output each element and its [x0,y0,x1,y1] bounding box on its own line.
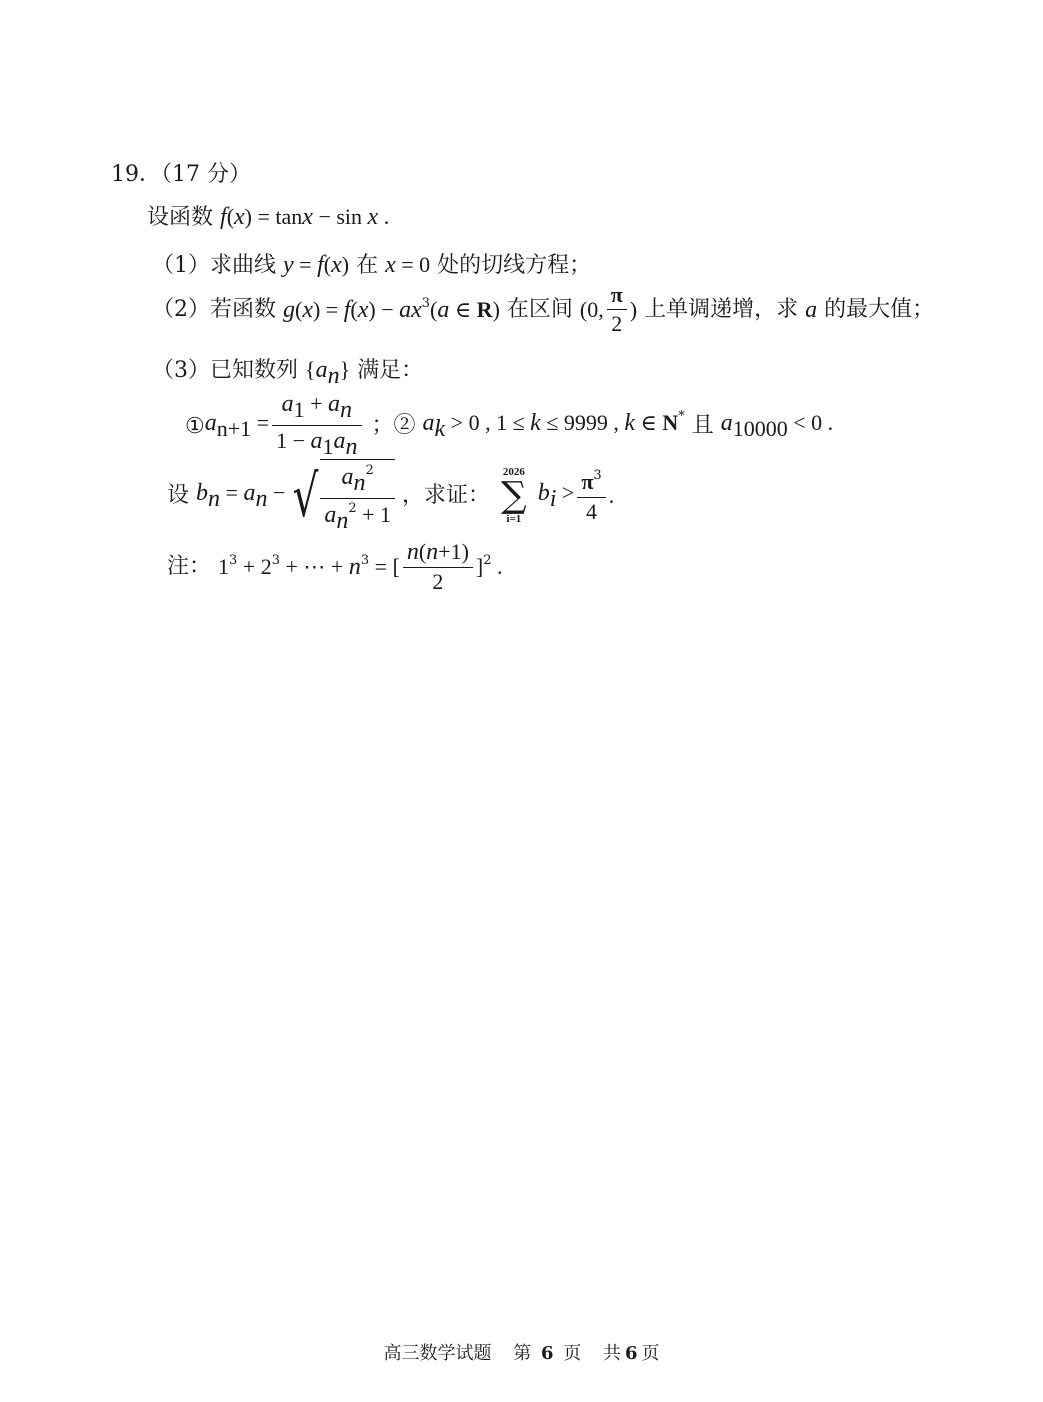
problem-intro: 设函数 f(x) = tanx − sin x . [147,204,390,230]
sum-formula-fraction: $\frac{n(n+1)}{2}$ [403,540,473,593]
part-1: （1）求曲线 y = f(x) 在 x = 0 处的切线方程； [152,252,592,278]
pi-cubed-over-4: $\frac{\pi^3}{4}$ [577,469,605,523]
part-2: （2）若函数 $g(x) = f(x) - ax^3(a$ ∈ R) 在区间 (0, $\frac{\pi}{2}$ ) 上单调递增，求 a 的最大值； [152,282,935,336]
page-footer: 高三数学试题 第 6 页 共 6 页 [383,1343,660,1364]
function-definition: f [220,204,227,230]
sqrt-expression: √ $\frac{a_n^2}{a_n^2 + 1}$ [287,459,395,533]
summation: 2026 ∑ i=1 [501,466,527,525]
part-3: （3）已知数列 $\{a_n\}$ 满足： [152,357,424,389]
note: 注： $1^3 + 2^3$ + ⋯ + $n^3$ = [ $\frac{n(n+1)}{2}$ ]$^2$ . [167,539,503,594]
pi-over-2-fraction: $\frac{\pi}{2}$ [607,284,627,335]
define-bn: 设 $b_n = a_n$ −√ $\frac{a_n^2}{a_n^2 + 1}$ ，求证： 2026 ∑ i=1 $b_i$ > $\frac{\pi^3}{4}$ . [167,459,614,533]
sequence-conditions: $①a_{n+1}$ = $\frac{a_1 + a_n}{1 - a_1a_n}$ ；② $a_k > 0$ , 1 ≤ k ≤ 9999 , k ∈ N* 且 $a_{10000} < 0$ . [185,391,834,460]
problem-number: 19．（17 分） [111,162,251,187]
recurrence-fraction: $\frac{a_1 + a_n}{1 - a_1a_n}$ [272,392,361,459]
